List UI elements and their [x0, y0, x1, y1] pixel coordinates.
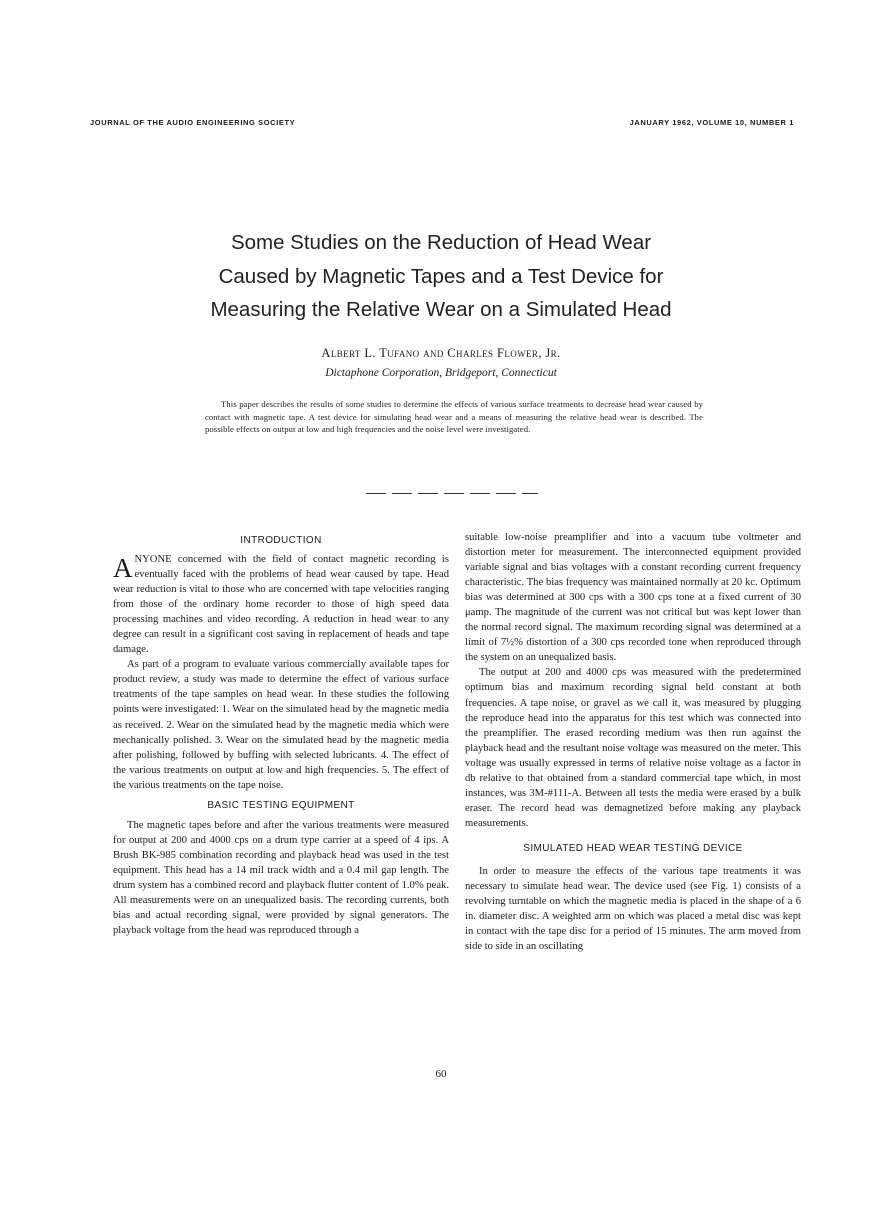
left-column	[113, 530, 449, 938]
authors: Albert L. Tufano and Charles Flower, Jr.	[321, 346, 561, 360]
abstract: This paper describes the results of some studies to determine the effects of various surface treatments to decrease head wear caused by contact with magnetic tape. A test device for simulating head wear and a means of measuring the relative head wear is described. The possible effects on output at low and high frequencies and the noise level were investigated.	[205, 399, 703, 435]
simulated-paragraph-1: In order to measure the effects of the various tape treatments it was necessary to simulate head wear. The device used (see Fig. 1) consists of a revolving turntable on which the magnetic media is placed in the shape of a 6 in. diameter disc. A weighted arm on which was placed a metal disc was kept in contact with the tape disc for a period of 15 minutes. The arm moved from side to side in an oscillating	[465, 865, 801, 953]
section-divider	[366, 493, 538, 494]
page-number: 60	[435, 1068, 447, 1080]
basic-paragraph-2: The output at 200 and 4000 cps was measured with the predetermined optimum bias and maximum recording signal held constant at both frequencies. A tape noise, or gravel as we call it, was measured by plugging the reproduce head into the apparatus for this test which was connected into the preamplifier. The erased recording medium was then run against the playback head and the resultant noise voltage was measured on the meter. This voltage was usually expressed in terms of relative noise voltage as a factor in db relative to that obtained from a standard commercial tape which, in most instances, was 3M-#111-A. Between all tests the media were erased by a bulk eraser. The record head was demagnetized before making any playback measurements.	[465, 667, 801, 829]
basic-paragraph-1-part-a: The magnetic tapes before and after the various treatments were measured for output at 200 and 4000 cps on a drum type carrier at a speed of 4 ips. A Brush BK-985 combination recording and playback head was used in the test equipment. This head has a 14 mil track width and a 0.4 mil gap length. The drum system has a combined record and playback flutter content of 1.0% peak. All measurements were on an unequalized basis. The recording currents, both bias and actual recording signal, were provided by signal generators. The playback voltage from the head was reproduced through a	[113, 819, 449, 937]
basic-paragraph-1-part-b: suitable low-noise preamplifier and into a vacuum tube voltmeter and distortion meter for measurement. The interconnected equipment provided variable signal and bias voltages with a constant recording current frequency characteristic. The bias frequency was maintained normally at 20 kc. Optimum bias was determined at 300 cps with a 300 cps tone at a fixed current of 30 μamp. The magnitude of the current was not critical but was kept lower than the normal record signal. The maximum recording signal was determined at a limit of 7½% distortion of a 300 cps recorded tone when reproduced through the system on an unequalized basis.	[465, 532, 801, 664]
issue-info: JANUARY 1962, VOLUME 10, NUMBER 1	[629, 118, 794, 127]
title-line: Some Studies on the Reduction of Head Wear	[230, 231, 652, 254]
paper-title	[0, 226, 882, 327]
running-head	[90, 118, 794, 127]
drop-cap: A	[113, 553, 133, 583]
heading-simulated-head-wear: SIMULATED HEAD WEAR TESTING DEVICE	[523, 842, 743, 854]
affiliation: Dictaphone Corporation, Bridgeport, Connecticut	[325, 367, 557, 379]
heading-introduction: INTRODUCTION	[240, 535, 322, 546]
intro-paragraph-1-text: NYONE concerned with the field of contact magnetic recording is eventually faced with the problems of head wear caused by tape. Head wear reduction is vital to those who are concerned with tape velocities ranging from those of the ordinary home recorder to those of high speed data processing machines and video recording. A reduction in head wear to any degree can result in a significant cost saving in replacement of heads and tape damage.	[113, 554, 449, 656]
right-column	[465, 530, 801, 954]
journal-name: JOURNAL OF THE AUDIO ENGINEERING SOCIETY	[90, 118, 296, 127]
title-line: Caused by Magnetic Tapes and a Test Device for	[218, 264, 664, 288]
intro-paragraph-1	[113, 552, 449, 657]
title-line: Measuring the Relative Wear on a Simulated Head	[210, 298, 672, 321]
intro-paragraph-2: As part of a program to evaluate various commercially available tapes for product review, a study was made to determine the effect of various surface treatments of the tape samples on head wear. In these studies the following points were investigated: 1. Wear on the simulated head by the magnetic media as received. 2. Wear on the simulated head by the magnetic media which were mechanically polished. 3. Wear on the simulated head by the magnetic media after polishing, followed by buffing with selected lubricants. 4. The effect of the various treatments on output at low and high frequencies. 5. The effect of the various treatments on the tape noise.	[113, 659, 449, 791]
heading-basic-testing: BASIC TESTING EQUIPMENT	[207, 799, 355, 811]
